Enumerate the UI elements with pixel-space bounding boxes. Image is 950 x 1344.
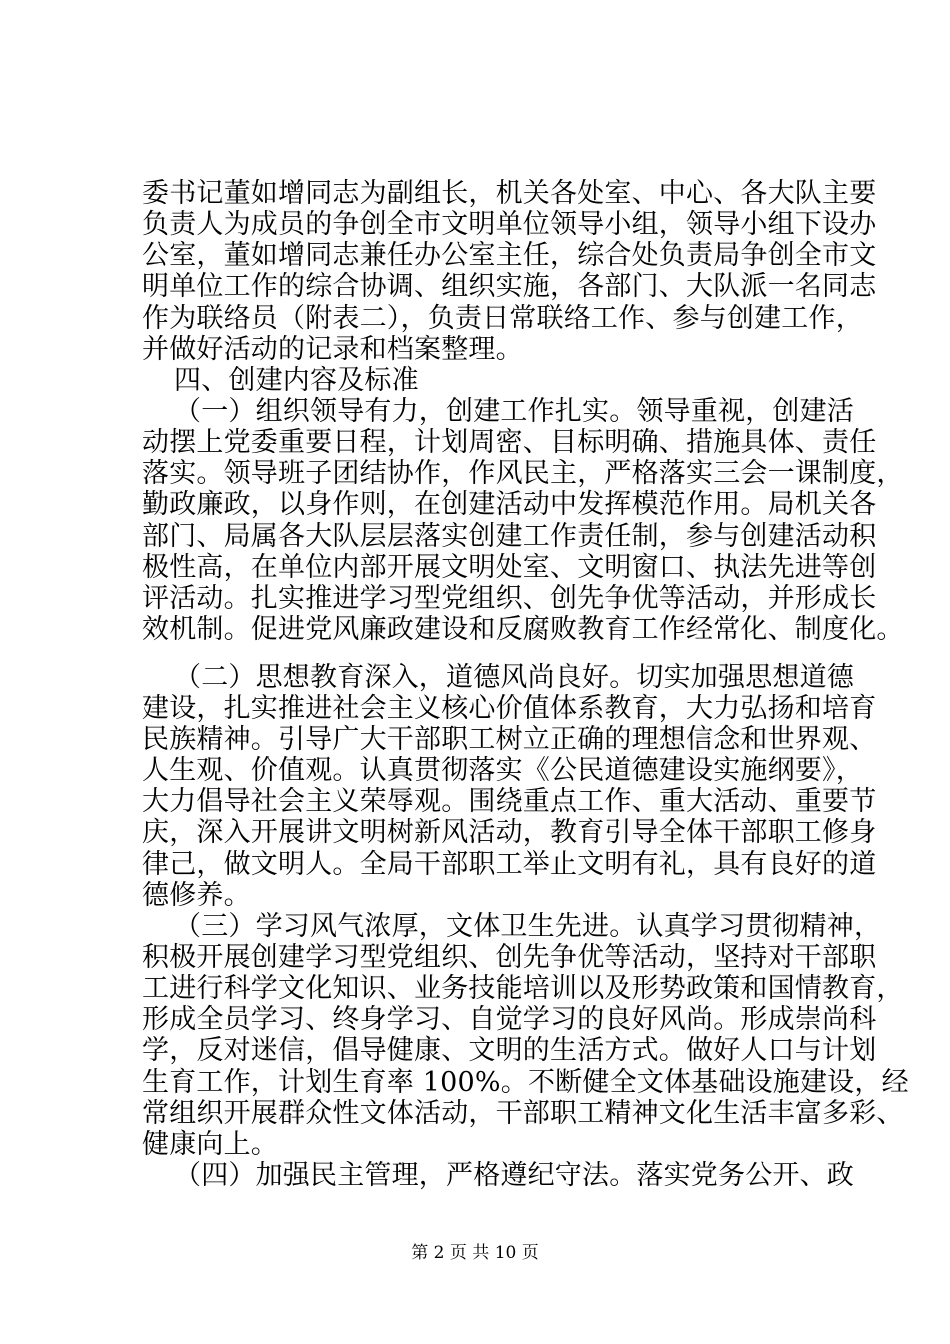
text-line: （一）组织领导有力，创建工作扎实。领导重视，创建活 (174, 396, 854, 427)
text-line: 大力倡导社会主义荣辱观。围绕重点工作、重大活动、重要节 (142, 786, 877, 817)
text-line: 工进行科学文化知识、业务技能培训以及形势政策和国情教育， (142, 973, 904, 1004)
text-line: 生育工作，计划生育率 100%。不断健全文体基础设施建设，经 (142, 1067, 909, 1098)
text-line: 形成全员学习、终身学习、自觉学习的良好风尚。形成崇尚科 (142, 1004, 877, 1035)
text-line: （三）学习风气浓厚，文体卫生先进。认真学习贯彻精神， (174, 911, 882, 942)
text-line: 健康向上。 (142, 1129, 278, 1160)
text-line: 常组织开展群众性文体活动，干部职工精神文化生活丰富多彩、 (142, 1098, 904, 1129)
text-line: 德修养。 (142, 880, 251, 911)
text-line: 公室，董如增同志兼任办公室主任，综合处负责局争创全市文 (142, 240, 877, 271)
text-line: 建设，扎实推进社会主义核心价值体系教育，大力弘扬和培育 (142, 693, 877, 724)
text-line: 负责人为成员的争创全市文明单位领导小组，领导小组下设办 (142, 209, 877, 240)
text-line: 委书记董如增同志为副组长，机关各处室、中心、各大队主要 (142, 178, 877, 209)
text-line: 动摆上党委重要日程，计划周密、目标明确、措施具体、责任 (142, 427, 877, 458)
text-line: 学，反对迷信，倡导健康、文明的生活方式。做好人口与计划 (142, 1035, 877, 1066)
text-line: 明单位工作的综合协调、组织实施，各部门、大队派一名同志 (142, 271, 877, 302)
text-line: （二）思想教育深入，道德风尚良好。切实加强思想道德 (174, 662, 854, 693)
text-line: 积极开展创建学习型党组织、创先争优等活动，坚持对干部职 (142, 942, 877, 973)
text-line: 人生观、价值观。认真贯彻落实《公民道德建设实施纲要》， (142, 755, 863, 786)
text-line: 落实。领导班子团结协作，作风民主，严格落实三会一课制度， (142, 458, 904, 489)
text-line: 庆，深入开展讲文明树新风活动，教育引导全体干部职工修身 (142, 817, 877, 848)
text-line: 效机制。促进党风廉政建设和反腐败教育工作经常化、制度化。 (142, 614, 904, 645)
text-line: 作为联络员（附表二），负责日常联络工作、参与创建工作， (142, 303, 863, 334)
text-line: 部门、局属各大队层层落实创建工作责任制，参与创建活动积 (142, 521, 877, 552)
text-line: 民族精神。引导广大干部职工树立正确的理想信念和世界观、 (142, 724, 877, 755)
text-line: 评活动。扎实推进学习型党组织、创先争优等活动，并形成长 (142, 583, 877, 614)
text-line: 勤政廉政，以身作则，在创建活动中发挥模范作用。局机关各 (142, 489, 877, 520)
text-line: 律己，做文明人。全局干部职工举止文明有礼，具有良好的道 (142, 849, 877, 880)
text-line: 并做好活动的记录和档案整理。 (142, 334, 523, 365)
page-footer: 第 2 页 共 10 页 (411, 1243, 539, 1263)
text-line: 极性高，在单位内部开展文明处室、文明窗口、执法先进等创 (142, 552, 877, 583)
text-line: 四、创建内容及标准 (174, 365, 419, 396)
text-line: （四）加强民主管理，严格遵纪守法。落实党务公开、政 (174, 1160, 854, 1191)
